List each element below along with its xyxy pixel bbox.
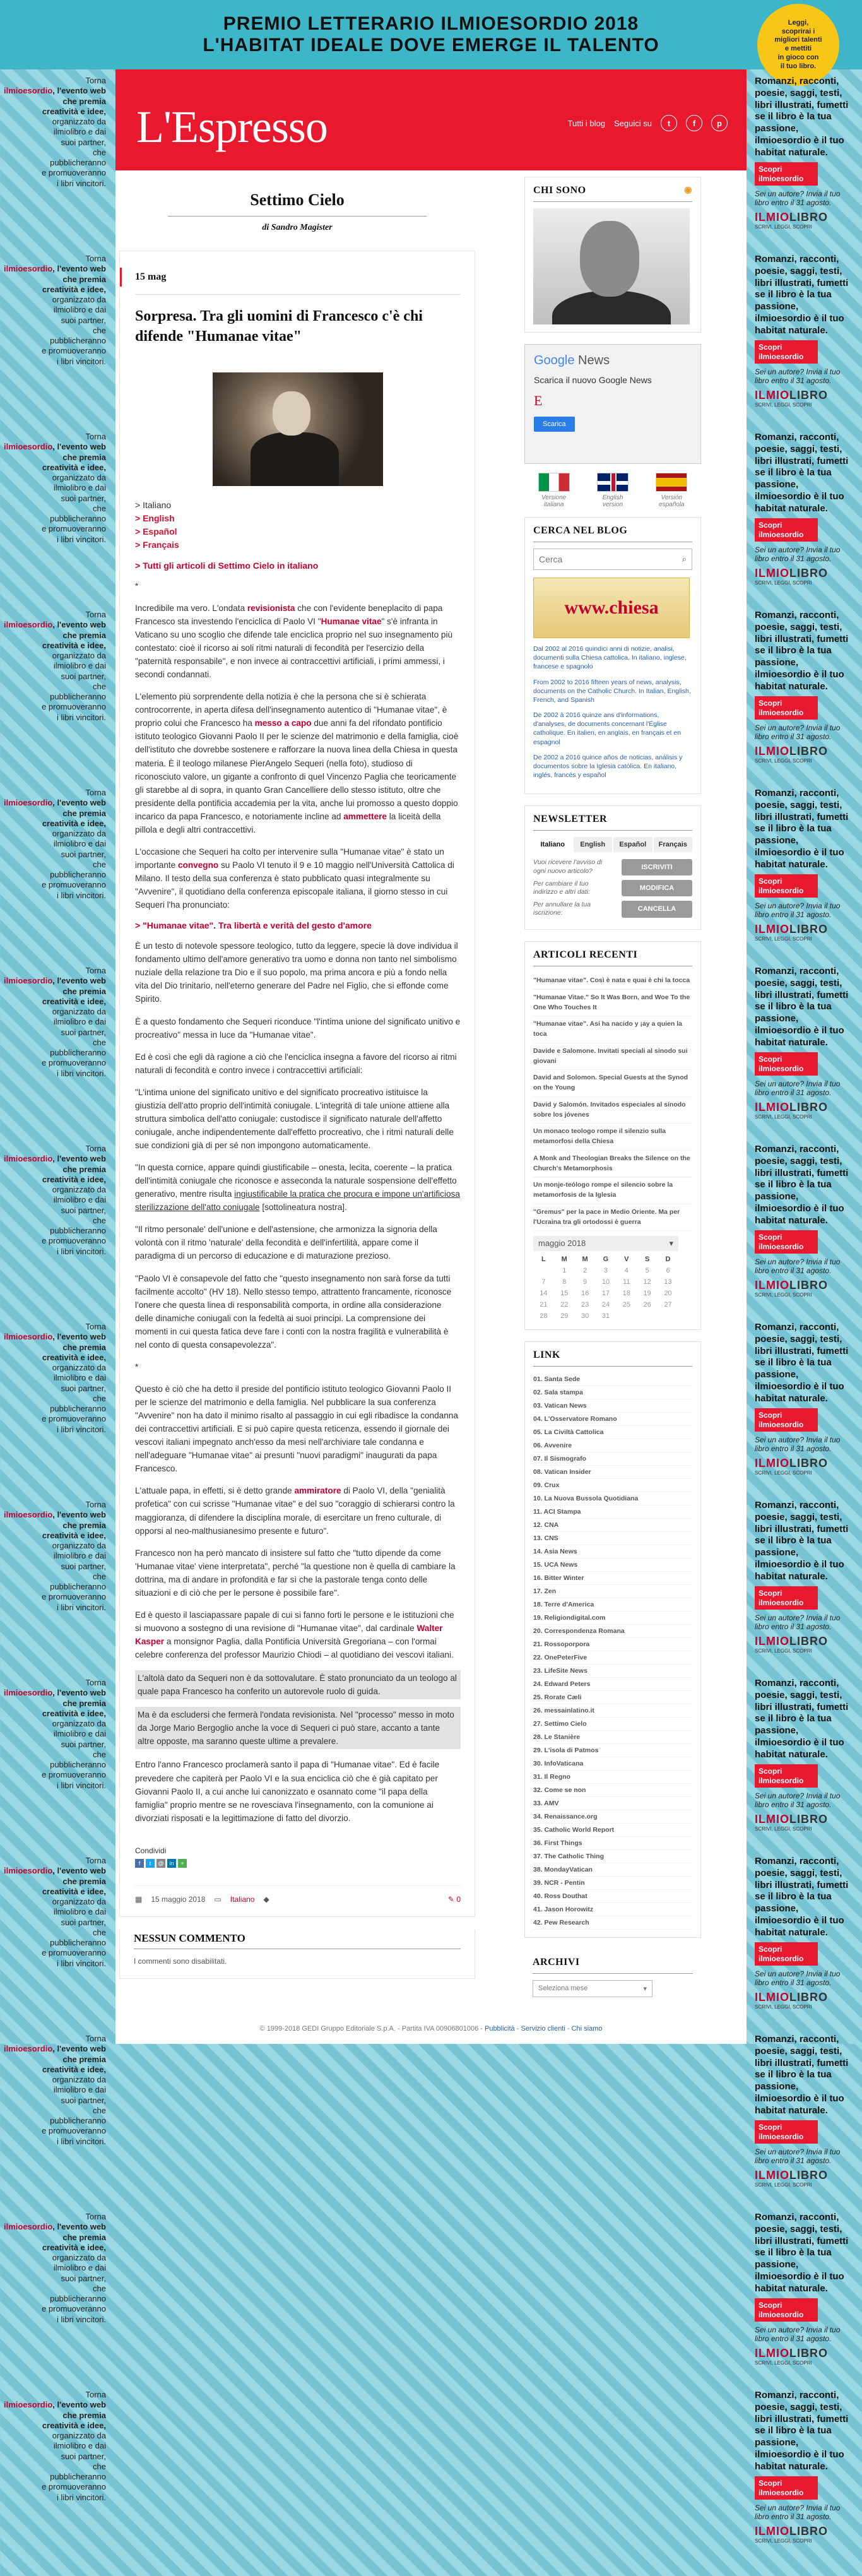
post-title: Sorpresa. Tra gli uomini di Francesco c'è chi difende "Humanae vitae" — [135, 308, 423, 345]
divider — [135, 294, 461, 295]
discover-button[interactable]: Scopri ilmioesordio — [755, 2120, 818, 2144]
calendar-day[interactable]: 23 — [581, 1301, 589, 1309]
ilmiolibro-logo: ILMIOLIBRO — [755, 566, 828, 579]
banner-line-2: L'HABITAT IDEALE DOVE EMERGE IL TALENTO — [203, 35, 659, 56]
right-promo[interactable]: Romanzi, racconti, poesie, saggi, testi, libri illustrati, fumetti se il libro è la tua passione, ilmioesordio è il tuo habitat naturale. Scopri ilmioesordio Sei un autore? Invia il tuo libro entro il 31 agosto. ILMIOLIBRO SCRIVI, LEGGI, SCOPRI — [748, 1671, 862, 1849]
recent-article-link[interactable]: "Gremus" per la pace in Medio Oriente. Ma per l'Ucraina tra gli ortodossi è guerra — [533, 1204, 692, 1232]
rss-icon[interactable]: ◉ — [684, 186, 692, 195]
external-link[interactable]: 01. Santa Sede — [533, 1373, 692, 1386]
discover-button[interactable]: Scopri ilmioesordio — [755, 1408, 818, 1432]
paragraph: Questo è ciò che ha detto il preside del pontificio istituto teologico Giovanni Paolo II per le scienze del matrimonio e della famiglia. Nel pubblicare la sua conferenza "Avvenire" non ha dato il minimo risalto al passaggio in cui egli ribadisce la condanna dei contraccettivi artificiali. E si può capire questa reticenza, essendo il giornale dei vescovi italiani impegnato anch'esso da mesi nell'archiviare tale condanna e nell'adeguare "Humanae vitae" ai presunti "nuovi paradigmi" inaugurati da papa Francesco. — [135, 1384, 458, 1474]
calendar-day[interactable]: 27 — [664, 1301, 672, 1309]
ilmiolibro-logo: ILMIOLIBRO — [755, 1456, 828, 1469]
links-box — [524, 1341, 701, 1938]
email-share-icon[interactable]: @ — [156, 1859, 165, 1868]
flag-italian[interactable]: Versione italiana — [538, 473, 570, 508]
ilmiolibro-logo: ILMIOLIBRO — [755, 2346, 828, 2359]
calendar-weekday: S — [644, 1255, 650, 1264]
discover-button[interactable]: Scopri ilmioesordio — [755, 1586, 818, 1610]
left-promo[interactable]: Torna ilmioesordio, l'evento web che premia creatività e idee, organizzato da ilmiolibro e dai suoi partner, che pubblicheranno e promuoveranno i libri vincitori. — [3, 2034, 106, 2146]
left-promo[interactable]: Torna ilmioesordio, l'evento web che premia creatività e idee, organizzato da ilmiolibro e dai suoi partner, che pubblicheranno e promuoveranno i libri vincitori. — [3, 1500, 106, 1612]
calendar-day[interactable]: 8 — [562, 1278, 567, 1286]
discover-button[interactable]: Scopri ilmioesordio — [755, 874, 818, 898]
article — [119, 251, 475, 1917]
discover-button[interactable]: Scopri ilmioesordio — [755, 696, 818, 720]
uk-flag-icon — [597, 473, 629, 492]
paragraph: Ed è questo il lasciapassare papale di cui si fanno forti le persone e le istituzioni che si muovono a sostegno di una revisione di "Humanae vitae", dal cardinale Walter Kasper a monsignor Paglia, dalla Pontificia Università Gregoriana – con l'ormai celebre conferenza del professor Maurizio Chiodi – al quotidiano dei vescovi italiani. — [135, 1610, 454, 1660]
more-share-icon[interactable]: + — [178, 1859, 187, 1868]
left-promo[interactable]: Torna ilmioesordio, l'evento web che premia creatività e idee, organizzato da ilmiolibro e dai suoi partner, che pubblicheranno e promuoveranno i libri vincitori. — [3, 1144, 106, 1256]
calendar-day[interactable]: 3 — [603, 1267, 608, 1275]
calendar-day[interactable]: 22 — [560, 1301, 569, 1309]
quote-paragraph: "In questa cornice, appare quindi giustificabile – onesta, lecita, coerente – la pratica dell'intimità coniugale che riconosce e asseconda la naturale sospensione dell'effetto generativo, mentre risulta ingiustificabile la pratica che procura e impone un'artificiosa sterilizzazione dell'atto coniugale [sottolineatura nostra]. — [135, 1163, 460, 1213]
quote-paragraph: "L'intima unione del significato unitivo e del significato procreativo istituisce la giustizia dell'atto proprio dell'intimità coniugale. L'integrità di tale unione attiene alla struttura simbolica dell'atto coniugale: custodisce il significato naturale dell'affetto coniugale, anche indipendentemente dall'effetto procreativo, che i ritmi naturali delle sue condizioni già di per sé non impongono automaticamente. — [135, 1087, 454, 1151]
lang-espanol-link[interactable]: > Español — [135, 526, 177, 537]
page-wrapper — [115, 69, 747, 2044]
calendar-day[interactable]: 31 — [601, 1312, 610, 1321]
calendar-weekday: D — [665, 1255, 671, 1264]
chiesa-description: Dal 2002 al 2016 quindici anni di notizie, analisi, documenti sulla Chiesa cattolica. In italiano, inglese, francese e spagnolo From 2002 to 2016 fifteen years of news, analysis, documents on the Catholic Church. In Italian, English, French, and Spanish De 2002 à 2016 quinze ans d'informations, d'analyses, de documents concernant l'Église catholique. En italien, en anglais, en français et en espagnol De 2002 a 2016 quince años de noticias, análisis y documentos sobre la Iglesia católica. En italiano, inglés, francés y español — [533, 645, 691, 780]
comment-icon: ✎ — [447, 1894, 454, 1904]
paragraph: Francesco non ha però mancato di insistere sul fatto che "tutto dipende da come 'Humanae vitae' viene interpretata", perché "la questione non è quella di cambiare la dottrina, ma di andare in profondità e far sì che la pastorale tenga conto delle situazioni e di ciò che per le persone è possibile fare". — [135, 1548, 456, 1598]
modify-button[interactable]: MODIFICA — [622, 880, 692, 896]
all-articles-link[interactable]: > Tutti gli articoli di Settimo Cielo in italiano — [135, 560, 319, 571]
external-link[interactable]: 15. UCA News — [533, 1558, 692, 1572]
tag-icon: ◆ — [263, 1894, 269, 1904]
follow-label: Seguici su — [614, 118, 652, 128]
discover-button[interactable]: Scopri ilmioesordio — [755, 162, 818, 186]
calendar-weekday: V — [624, 1255, 629, 1264]
calendar-day[interactable]: 10 — [601, 1278, 610, 1286]
search-input[interactable] — [539, 554, 682, 564]
folder-icon: ▭ — [214, 1894, 221, 1904]
paragraph: È a questo fondamento che Sequeri riconduce "l'intima unione del significato unitivo e procreativo" messa in luce da "Humanae vitae". — [135, 1016, 461, 1040]
facebook-share-icon[interactable]: f — [135, 1859, 144, 1868]
highlight-paragraph: Ma è da escludersi che fermerà l'ondata revisionista. Nel "processo" messo in moto da Jorge Mario Bergoglio anche la voce di Sequeri ci può stare, accanto a tante altre opposte, ma saranno queste ultime a prevalere. — [135, 1707, 461, 1749]
external-link[interactable]: 18. Terre d'America — [533, 1598, 692, 1611]
search-field — [533, 549, 692, 570]
calendar-icon: ▦ — [135, 1894, 143, 1904]
calendar-day[interactable]: 12 — [643, 1278, 651, 1286]
blog-author: di Sandro Magister — [262, 223, 333, 232]
calendar-day[interactable]: 6 — [666, 1267, 670, 1275]
comment-count[interactable]: ✎ 0 — [447, 1894, 461, 1904]
separator-star: * — [135, 581, 139, 591]
recent-article-link[interactable]: "Humanae vitae". Así ha nacido y ¡ay a quien la toca — [533, 1016, 692, 1043]
calendar-weekday: M — [582, 1255, 588, 1264]
calendar-day[interactable]: 1 — [562, 1267, 567, 1275]
calendar-day[interactable]: 9 — [583, 1278, 587, 1286]
left-promo[interactable]: Torna ilmioesordio, l'evento web che premia creatività e idee, organizzato da ilmiolibro e dai suoi partner, che pubblicheranno e promuoveranno i libri vincitori. — [3, 1322, 106, 1434]
external-link[interactable]: 20. Correspondenza Romana — [533, 1625, 692, 1638]
recent-article-link[interactable]: "Humanae Vitae." So It Was Born, and Woe To the One Who Touches It — [533, 990, 692, 1017]
flag-spanish[interactable]: Versión española — [656, 473, 687, 508]
right-promo[interactable]: Romanzi, racconti, poesie, saggi, testi, libri illustrati, fumetti se il libro è la tua passione, ilmioesordio è il tuo habitat naturale. Scopri ilmioesordio Sei un autore? Invia il tuo libro entro il 31 agosto. ILMIOLIBRO SCRIVI, LEGGI, SCOPRI — [748, 2383, 862, 2561]
ilmiolibro-logo: ILMIOLIBRO — [755, 922, 828, 935]
external-link[interactable]: 32. Come se non — [533, 1784, 692, 1797]
newsletter-prompt: Per cambiare il tuo indirizzo e altri dati: — [533, 879, 590, 896]
spain-flag-icon — [656, 473, 687, 492]
recent-title: ARTICOLI RECENTI — [533, 949, 638, 961]
language-links — [135, 499, 461, 552]
paragraph: L'occasione che Sequeri ha colto per intervenire sulla "Humanae vitae" è stato un importante convegno su Paolo VI tenuto il 9 e 10 maggio nell'Università Cattolica di Milano. Il testo della sua conferenza è stato pubblicato quasi integralmente su "Avvenire", il quotidiano della conferenza episcopale italiana, il giorno stesso in cui Sequeri l'ha pronunciato: — [135, 846, 454, 910]
lang-italiano-link[interactable]: > Italiano — [135, 499, 172, 510]
external-link[interactable]: 26. messainlatino.it — [533, 1704, 692, 1718]
tab-english[interactable]: English — [574, 837, 613, 852]
google-news-ad[interactable] — [524, 344, 701, 464]
conference-link[interactable]: > "Humanae vitae". Tra libertà e verità del gesto d'amore — [135, 920, 372, 931]
left-promo[interactable]: Torna ilmioesordio, l'evento web che premia creatività e idee, organizzato da ilmiolibro e dai suoi partner, che pubblicheranno e promuoveranno i libri vincitori. — [3, 788, 106, 900]
twitter-share-icon[interactable]: t — [146, 1859, 155, 1868]
customer-service-link[interactable]: Servizio clienti — [521, 2025, 565, 2033]
divider — [168, 216, 427, 217]
external-link[interactable]: 12. CNA — [533, 1519, 692, 1532]
recent-articles-list — [533, 973, 692, 1231]
banner-badge: Leggi, scoprirai i migliori talenti e mettiti in gioco con il tuo libro. — [757, 4, 839, 86]
discover-button[interactable]: Scopri ilmioesordio — [755, 1230, 818, 1254]
site-footer: © 1999-2018 GEDI Gruppo Editoriale S.p.A. - Partita IVA 00906801006 - Pubblicità - Servizio clienti - Chi siamo — [115, 2016, 747, 2044]
calendar-day[interactable]: 19 — [643, 1290, 651, 1298]
main-column — [117, 177, 477, 2016]
ilmiolibro-logo: ILMIOLIBRO — [755, 2168, 828, 2181]
right-promo-column[interactable] — [748, 69, 862, 2561]
newsletter-prompt: Per annullare la tua iscrizione: — [533, 900, 591, 917]
right-promo[interactable]: Romanzi, racconti, poesie, saggi, testi, libri illustrati, fumetti se il libro è la tua passione, ilmioesordio è il tuo habitat naturale. Scopri ilmioesordio Sei un autore? Invia il tuo libro entro il 31 agosto. ILMIOLIBRO SCRIVI, LEGGI, SCOPRI — [748, 1849, 862, 2027]
external-link[interactable]: 23. LifeSite News — [533, 1665, 692, 1678]
external-link[interactable]: 37. The Catholic Thing — [533, 1850, 692, 1863]
right-promo[interactable]: Romanzi, racconti, poesie, saggi, testi, libri illustrati, fumetti se il libro è la tua passione, ilmioesordio è il tuo habitat naturale. Scopri ilmioesordio Sei un autore? Invia il tuo libro entro il 31 agosto. ILMIOLIBRO SCRIVI, LEGGI, SCOPRI — [748, 2027, 862, 2205]
recent-article-link[interactable]: Un monaco teologo rompe il silenzio sulla metamorfosi della Chiesa — [533, 1124, 692, 1151]
site-logo[interactable]: L'Espresso — [136, 102, 328, 152]
discover-button[interactable]: Scopri ilmioesordio — [755, 518, 818, 542]
recent-article-link[interactable]: Davide e Salomone. Invitati speciali al sinodo sui giovani — [533, 1043, 692, 1071]
google-news-desc: Scarica il nuovo Google News — [534, 375, 652, 385]
calendar-day[interactable]: 4 — [624, 1267, 629, 1275]
external-link[interactable]: 27. Settimo Cielo — [533, 1718, 692, 1731]
banner-line-1: PREMIO LETTERARIO ILMIOESORDIO 2018 — [223, 13, 639, 34]
blog-title[interactable]: Settimo Cielo — [250, 191, 345, 209]
external-link[interactable]: 11. ACI Stampa — [533, 1505, 692, 1519]
calendar-day[interactable]: 29 — [560, 1312, 569, 1321]
newsletter-tabs — [533, 837, 692, 852]
calendar-day[interactable]: 7 — [541, 1278, 546, 1286]
copyright-text: © 1999-2018 GEDI Gruppo Editoriale S.p.A. - Partita IVA 00906801006 - — [259, 2025, 485, 2033]
inline-link[interactable]: ammettere — [343, 811, 387, 821]
external-link[interactable]: 34. Renaissance.org — [533, 1810, 692, 1824]
external-link[interactable]: 13. CNS — [533, 1532, 692, 1545]
calendar-day[interactable]: 21 — [540, 1301, 548, 1309]
right-promo[interactable]: Romanzi, racconti, poesie, saggi, testi, libri illustrati, fumetti se il libro è la tua passione, ilmioesordio è il tuo habitat naturale. Scopri ilmioesordio Sei un autore? Invia il tuo libro entro il 31 agosto. ILMIOLIBRO SCRIVI, LEGGI, SCOPRI — [748, 2205, 862, 2383]
external-link[interactable]: 22. OnePeterFive — [533, 1651, 692, 1665]
calendar — [533, 1236, 678, 1322]
calendar-day[interactable]: 18 — [622, 1290, 630, 1298]
divider — [533, 201, 692, 202]
facebook-icon[interactable]: f — [686, 115, 702, 131]
external-link[interactable]: 25. Rorate Cæli — [533, 1691, 692, 1704]
right-promo[interactable]: Romanzi, racconti, poesie, saggi, testi, libri illustrati, fumetti se il libro è la tua passione, ilmioesordio è il tuo habitat naturale. Scopri ilmioesordio Sei un autore? Invia il tuo libro entro il 31 agosto. ILMIOLIBRO SCRIVI, LEGGI, SCOPRI — [748, 1315, 862, 1493]
ilmiolibro-logo: ILMIOLIBRO — [755, 1634, 828, 1647]
about-title: CHI SONO — [533, 185, 586, 196]
italy-flag-icon — [538, 473, 570, 492]
inline-link[interactable]: Humanae vitae — [321, 616, 382, 626]
left-promo[interactable]: Torna ilmioesordio, l'evento web che premia creatività e idee, organizzato da ilmiolibro e dai suoi partner, che pubblicheranno e promuoveranno i libri vincitori. — [3, 966, 106, 1078]
links-list — [533, 1373, 692, 1930]
links-title: LINK — [533, 1350, 560, 1361]
newsletter-prompt: Vuoi ricevere l'avviso di ogni nuovo articolo? — [533, 858, 603, 875]
external-link[interactable]: 05. La Civiltà Cattolica — [533, 1426, 692, 1439]
paragraph: Entro l'anno Francesco proclamerà santo il papa di "Humanae vitae". Ed è facile prevedere che capiterà per Paolo VI e la sua enciclica ciò che è già capitato per Giovanni Paolo II, a cui anche lui canonizzato e osannato come "il papa della famiglia" proprio mentre se ne rovesciava l'insegnamento, con la comunione ai divorziati risposati e la legittimazione di fatto del divorzio. — [135, 1760, 440, 1823]
chiesa-logo[interactable]: www.chiesa — [533, 578, 690, 638]
external-link[interactable]: 04. L'Osservatore Romano — [533, 1413, 692, 1426]
calendar-day[interactable] — [533, 1265, 554, 1276]
right-promo[interactable]: Romanzi, racconti, poesie, saggi, testi, libri illustrati, fumetti se il libro è la tua passione, ilmioesordio è il tuo habitat naturale. Scopri ilmioesordio Sei un autore? Invia il tuo libro entro il 31 agosto. ILMIOLIBRO SCRIVI, LEGGI, SCOPRI — [748, 247, 862, 425]
external-link[interactable]: 30. InfoVaticana — [533, 1757, 692, 1771]
archive-box — [524, 1949, 701, 2005]
paragraph: È un testo di notevole spessore teologico, tutto da leggere, specie là dove individua il fondamento ultimo dell'amore generativo tra uomo e donna non tanto nel simbolismo nuziale della relazione tra Dio e il suo popolo, ma prima ancora e più a fondo nella vita del Dio trinitario, nell'eterno generare del Padre nel Figlio, che si effonde come Spirito. — [135, 941, 458, 1004]
calendar-weekday: L — [541, 1255, 546, 1264]
author-portrait — [533, 208, 690, 324]
left-promo[interactable]: Torna ilmioesordio, l'evento web che premia creatività e idee, organizzato da ilmiolibro e dai suoi partner, che pubblicheranno e promuoveranno i libri vincitori. — [3, 76, 106, 188]
calendar-day[interactable]: 30 — [581, 1312, 589, 1321]
sidebar — [524, 177, 701, 2016]
tab-italiano[interactable]: Italiano — [533, 837, 572, 852]
ilmiolibro-logo: ILMIOLIBRO — [755, 2524, 828, 2537]
left-promo[interactable]: Torna ilmioesordio, l'evento web che premia creatività e idee, organizzato da ilmiolibro e dai suoi partner, che pubblicheranno e promuoveranno i libri vincitori. — [3, 610, 106, 722]
discover-button[interactable]: Scopri ilmioesordio — [755, 1764, 818, 1788]
left-promo[interactable]: Torna ilmioesordio, l'evento web che premia creatività e idee, organizzato da ilmiolibro e dai suoi partner, che pubblicheranno e promuoveranno i libri vincitori. — [3, 2212, 106, 2324]
paragraph: L'attuale papa, in effetti, si è detto grande ammiratore di Paolo VI, della "genialità profetica" con cui scrisse "Humanae vitae" e del suo "coraggio di schierarsi contro la maggioranza, di difendere la disciplina morale, di esercitare un freno culturale, di opporsi al neo-malthusianesimo presente e futuro". — [135, 1486, 455, 1536]
lang-english-link[interactable]: > English — [135, 513, 175, 523]
search-icon[interactable]: ⌕ — [682, 554, 687, 564]
calendar-day[interactable] — [616, 1310, 637, 1322]
left-promo[interactable]: Torna ilmioesordio, l'evento web che premia creatività e idee, organizzato da ilmiolibro e dai suoi partner, che pubblicheranno e promuoveranno i libri vincitori. — [3, 1678, 106, 1790]
recent-article-link[interactable]: "Humanae vitae". Così è nata e quai è chi la tocca — [533, 973, 692, 990]
calendar-day[interactable]: 13 — [664, 1278, 672, 1286]
google-news-brand: Google News — [534, 353, 610, 367]
tab-espanol[interactable]: Español — [613, 837, 652, 852]
external-link[interactable]: 09. Crux — [533, 1479, 692, 1492]
inline-link[interactable]: messo a capo — [254, 718, 312, 728]
external-link[interactable]: 02. Sala stampa — [533, 1386, 692, 1399]
external-link[interactable]: 31. Il Regno — [533, 1771, 692, 1784]
left-promo[interactable]: Torna ilmioesordio, l'evento web che premia creatività e idee, organizzato da ilmiolibro e dai suoi partner, che pubblicheranno e promuoveranno i libri vincitori. — [3, 254, 106, 366]
divider — [533, 1973, 693, 1974]
right-promo[interactable]: Romanzi, racconti, poesie, saggi, testi, libri illustrati, fumetti se il libro è la tua passione, ilmioesordio è il tuo habitat naturale. Scopri ilmioesordio Sei un autore? Invia il tuo libro entro il 31 agosto. ILMIOLIBRO SCRIVI, LEGGI, SCOPRI — [748, 1137, 862, 1315]
comments-disabled-text: I commenti sono disabilitati. — [134, 1956, 227, 1966]
newsletter-title: NEWSLETTER — [533, 814, 608, 825]
inline-link[interactable]: Walter Kasper — [135, 1623, 443, 1647]
highlight-paragraph: L'altolà dato da Sequeri non è da sottovalutare. È stato pronunciato da un teologo al quale papa Francesco ha conferito un autorevole ruolo di guida. — [135, 1670, 461, 1699]
calendar-day[interactable]: 16 — [581, 1290, 589, 1298]
right-promo[interactable]: Romanzi, racconti, poesie, saggi, testi, libri illustrati, fumetti se il libro è la tua passione, ilmioesordio è il tuo habitat naturale. Scopri ilmioesordio Sei un autore? Invia il tuo libro entro il 31 agosto. ILMIOLIBRO SCRIVI, LEGGI, SCOPRI — [748, 781, 862, 959]
divider — [533, 830, 692, 831]
calendar-day[interactable]: 25 — [622, 1301, 630, 1309]
right-promo[interactable]: Romanzi, racconti, poesie, saggi, testi, libri illustrati, fumetti se il libro è la tua passione, ilmioesordio è il tuo habitat naturale. Scopri ilmioesordio Sei un autore? Invia il tuo libro entro il 31 agosto. ILMIOLIBRO SCRIVI, LEGGI, SCOPRI — [748, 1493, 862, 1671]
external-link[interactable]: 17. Zen — [533, 1585, 692, 1598]
external-link[interactable]: 41. Jason Horowitz — [533, 1903, 692, 1916]
about-box — [524, 177, 701, 333]
linkedin-share-icon[interactable]: in — [167, 1859, 176, 1868]
newsletter-box — [524, 805, 701, 930]
external-link[interactable]: 28. Le Stanière — [533, 1731, 692, 1744]
external-link[interactable]: 08. Vatican Insider — [533, 1466, 692, 1479]
comments-section — [119, 1930, 475, 1979]
author-photo — [213, 372, 383, 486]
post-category-link[interactable]: Italiano — [230, 1894, 255, 1904]
external-link[interactable]: 36. First Things — [533, 1837, 692, 1850]
external-link[interactable]: 03. Vatican News — [533, 1399, 692, 1413]
ilmiolibro-logo: ILMIOLIBRO — [755, 388, 828, 401]
external-link[interactable]: 39. NCR - Pentin — [533, 1877, 692, 1890]
header-nav — [568, 115, 728, 131]
subscribe-button[interactable]: ISCRIVITI — [622, 859, 692, 875]
paragraph: L'elemento più sorprendente della notizia è che la persona che si è schierata controcorrente, in aperta difesa dell'insegnamento autentico di "Humanae vitae", è proprio colui che Francesco ha messo a capo due anni fa del rifondato pontificio istituto teologico Giovanni Paolo II per le scienze del matrimonio e della famiglia, cioè dell'istituto che dovrebbe sostenere e rafforzare la nuova linea della Chiesa in questa materia. È il teologo milanese PierAngelo Sequeri (nella foto), studioso di riconosciuto valore, un gigante a confronto di quel Vincenzo Paglia che teoricamente gli starebbe al di sopra, in quanto Gran Cancelliere dello stesso istituto, oltre che presidente della pontificia accademia per la vita, anche lui promosso a questo doppio incarico da papa Francesco, e notoriamente incline ad ammettere la liceità della pillola e degli altri contraccettivi. — [135, 692, 459, 834]
chevron-down-icon[interactable]: ▾ — [669, 1238, 673, 1249]
discover-button[interactable]: Scopri ilmioesordio — [755, 2298, 818, 2322]
external-link[interactable]: 40. Ross Douthat — [533, 1890, 692, 1903]
flag-english[interactable]: English version — [597, 473, 629, 508]
external-link[interactable]: 38. MondayVatican — [533, 1863, 692, 1877]
share-buttons — [135, 1859, 461, 1868]
comments-title: NESSUN COMMENTO — [134, 1932, 245, 1944]
external-link[interactable]: 16. Bitter Winter — [533, 1572, 692, 1585]
calendar-weekday: M — [561, 1255, 567, 1264]
calendar-day[interactable]: 15 — [560, 1290, 569, 1298]
external-link[interactable]: 07. Il Sismografo — [533, 1452, 692, 1466]
external-link[interactable]: 24. Edward Peters — [533, 1678, 692, 1691]
external-link[interactable]: 19. Religiondigital.com — [533, 1611, 692, 1625]
recent-article-link[interactable]: Un monje-teólogo rompe el silencio sobre la metamorfosis de la Iglesia — [533, 1177, 692, 1204]
discover-button[interactable]: Scopri ilmioesordio — [755, 2476, 818, 2500]
right-promo[interactable]: Romanzi, racconti, poesie, saggi, testi, libri illustrati, fumetti se il libro è la tua passione, ilmioesordio è il tuo habitat naturale. Scopri ilmioesordio Sei un autore? Invia il tuo libro entro il 31 agosto. ILMIOLIBRO SCRIVI, LEGGI, SCOPRI — [748, 959, 862, 1137]
recent-article-link[interactable]: A Monk and Theologian Breaks the Silence on the Church's Metamorphosis — [533, 1151, 692, 1178]
archive-select[interactable]: Seleziona mese ▾ — [533, 1980, 652, 1997]
lang-francais-link[interactable]: > Français — [135, 539, 179, 550]
left-promo[interactable]: Torna ilmioesordio, l'evento web che premia creatività e idee, organizzato da ilmiolibro e dai suoi partner, che pubblicheranno e promuoveranno i libri vincitori. — [3, 2390, 106, 2502]
ilmiolibro-logo: ILMIOLIBRO — [755, 1990, 828, 2003]
all-blogs-link[interactable]: Tutti i blog — [567, 118, 606, 128]
calendar-day[interactable]: 14 — [540, 1290, 548, 1298]
calendar-day[interactable]: 24 — [601, 1301, 610, 1309]
external-link[interactable]: 06. Avvenire — [533, 1439, 692, 1452]
external-link[interactable]: 35. Catholic World Report — [533, 1824, 692, 1837]
espresso-small-logo: E — [534, 392, 543, 408]
search-title: CERCA NEL BLOG — [533, 525, 628, 536]
left-promo[interactable]: Torna ilmioesordio, l'evento web che premia creatività e idee, organizzato da ilmiolibro e dai suoi partner, che pubblicheranno e promuoveranno i libri vincitori. — [3, 1856, 106, 1968]
recent-article-link[interactable]: David and Solomon. Special Guests at the Synod on the Young — [533, 1070, 692, 1097]
calendar-day[interactable]: 28 — [540, 1312, 548, 1321]
about-us-link[interactable]: Chi siamo — [571, 2025, 603, 2033]
quote-paragraph: "Il ritmo personale' dell'unione e dell'astensione, che armonizza la signoria della volontà con il ritmo 'naturale' della fecondità e dell'infertilità, appare come il paradigma di un percorso di educazione e di maturazione prezioso. — [135, 1225, 437, 1261]
calendar-month: maggio 2018 — [538, 1238, 586, 1249]
chevron-down-icon: ▾ — [643, 1985, 647, 1993]
right-promo[interactable]: Romanzi, racconti, poesie, saggi, testi, libri illustrati, fumetti se il libro è la tua passione, ilmioesordio è il tuo habitat naturale. Scopri ilmioesordio Sei un autore? Invia il tuo libro entro il 31 agosto. ILMIOLIBRO SCRIVI, LEGGI, SCOPRI — [748, 425, 862, 603]
paragraph: Ed è così che egli dà ragione a ciò che l'enciclica insegna a favore del ricorso ai ritmi naturali di fecondità e contro invece i contraccettivi artificiali: — [135, 1052, 457, 1075]
calendar-day[interactable]: 2 — [583, 1267, 587, 1275]
discover-button[interactable]: Scopri ilmioesordio — [755, 1942, 818, 1966]
recent-articles-box — [524, 941, 701, 1330]
external-link[interactable]: 10. La Nuova Bussola Quotidiana — [533, 1492, 692, 1505]
divider — [533, 1366, 692, 1367]
pinterest-icon[interactable]: p — [711, 115, 728, 131]
post-date: 15 mag — [120, 268, 461, 287]
external-link[interactable]: 33. AMV — [533, 1797, 692, 1810]
search-box — [524, 517, 701, 794]
ilmiolibro-logo: ILMIOLIBRO — [755, 1100, 828, 1113]
share-label: Condividi — [135, 1846, 167, 1855]
calendar-day[interactable] — [658, 1310, 678, 1322]
post-footer — [135, 1885, 461, 1904]
calendar-day[interactable]: 20 — [664, 1290, 672, 1298]
left-promo[interactable]: Torna ilmioesordio, l'evento web che premia creatività e idee, organizzato da ilmiolibro e dai suoi partner, che pubblicheranno e promuoveranno i libri vincitori. — [3, 432, 106, 544]
external-link[interactable]: 42. Pew Research — [533, 1916, 692, 1930]
unsubscribe-button[interactable]: CANCELLA — [622, 901, 692, 917]
quote-paragraph: "Paolo VI è consapevole del fatto che "questo insegnamento non sarà forse da tutti facilmente accolto" (HV 18). Nello stesso tempo, attrattento francamente, riconosce l'onere che questa linea di responsabilità comporta, in ordine alla considerazione delle dinamiche coniugali con la fedeltà ai suoi principi. La comprensione dei momenti in cui questa fatica deve fare i conti con la nostra fragilità e vulnerabilità è nel conto di questa consapevolezza". — [135, 1273, 452, 1350]
tab-francais[interactable]: Français — [654, 837, 693, 852]
separator-star: * — [135, 1362, 139, 1372]
paragraph: Incredibile ma vero. L'ondata revisionista che con l'evidente beneplacito di papa Francesco sta investendo l'enciclica di Paolo VI "Humanae vitae" s'è infranta in Vaticano su uno scoglio che difende tale enciclica proprio nel suo insegnamento più contestato: cioè il ricorso ai soli ritmi naturali di fecondità per l'esercizio della "paternità responsabile", e non invece ai contraccettivi artificiali, i primi ammessi, i secondi condannati. — [135, 603, 453, 680]
left-promo-column[interactable] — [0, 69, 114, 2561]
inline-link[interactable]: ammiratore — [294, 1486, 341, 1496]
discover-button[interactable]: Scopri ilmioesordio — [755, 1052, 818, 1076]
post-footer-date: 15 maggio 2018 — [151, 1894, 206, 1904]
external-link[interactable]: 14. Asia News — [533, 1545, 692, 1558]
ilmiolibro-logo: ILMIOLIBRO — [755, 1812, 828, 1825]
calendar-weekday: G — [603, 1255, 609, 1264]
external-link[interactable]: 21. Rossoporpora — [533, 1638, 692, 1651]
right-promo[interactable]: Romanzi, racconti, poesie, saggi, testi, libri illustrati, fumetti se il libro è la tua passione, ilmioesordio è il tuo habitat naturale. Scopri ilmioesordio Sei un autore? Invia il tuo libro entro il 31 agosto. ILMIOLIBRO SCRIVI, LEGGI, SCOPRI — [748, 603, 862, 781]
twitter-icon[interactable]: t — [661, 115, 677, 131]
ilmiolibro-logo: ILMIOLIBRO — [755, 744, 828, 757]
archive-title: ARCHIVI — [533, 1957, 580, 1968]
calendar-day[interactable]: 11 — [623, 1278, 630, 1286]
discover-button[interactable]: Scopri ilmioesordio — [755, 340, 818, 364]
top-banner[interactable] — [0, 0, 862, 69]
version-flags — [524, 473, 701, 508]
inline-link[interactable]: revisionista — [247, 603, 295, 613]
recent-article-link[interactable]: David y Salomón. Invitados especiales al sínodo sobre los jóvenes — [533, 1097, 692, 1124]
google-news-download-button[interactable]: Scarica — [534, 417, 575, 432]
external-link[interactable]: 29. L'isola di Patmos — [533, 1744, 692, 1757]
calendar-day[interactable] — [637, 1310, 658, 1322]
inline-link[interactable]: convegno — [178, 860, 219, 870]
ilmiolibro-logo: ILMIOLIBRO — [755, 1278, 828, 1291]
right-promo[interactable]: Romanzi, racconti, poesie, saggi, testi, libri illustrati, fumetti se il libro è la tua passione, ilmioesordio è il tuo habitat naturale. Scopri ilmioesordio Sei un autore? Invia il tuo libro entro il 31 agosto. ILMIOLIBRO SCRIVI, LEGGI, SCOPRI — [748, 69, 862, 247]
advertising-link[interactable]: Pubblicità — [484, 2025, 515, 2033]
ilmiolibro-logo: ILMIOLIBRO — [755, 210, 828, 223]
calendar-day[interactable]: 5 — [645, 1267, 649, 1275]
calendar-day[interactable]: 26 — [643, 1301, 651, 1309]
site-header — [115, 69, 747, 170]
calendar-day[interactable]: 17 — [601, 1290, 610, 1298]
